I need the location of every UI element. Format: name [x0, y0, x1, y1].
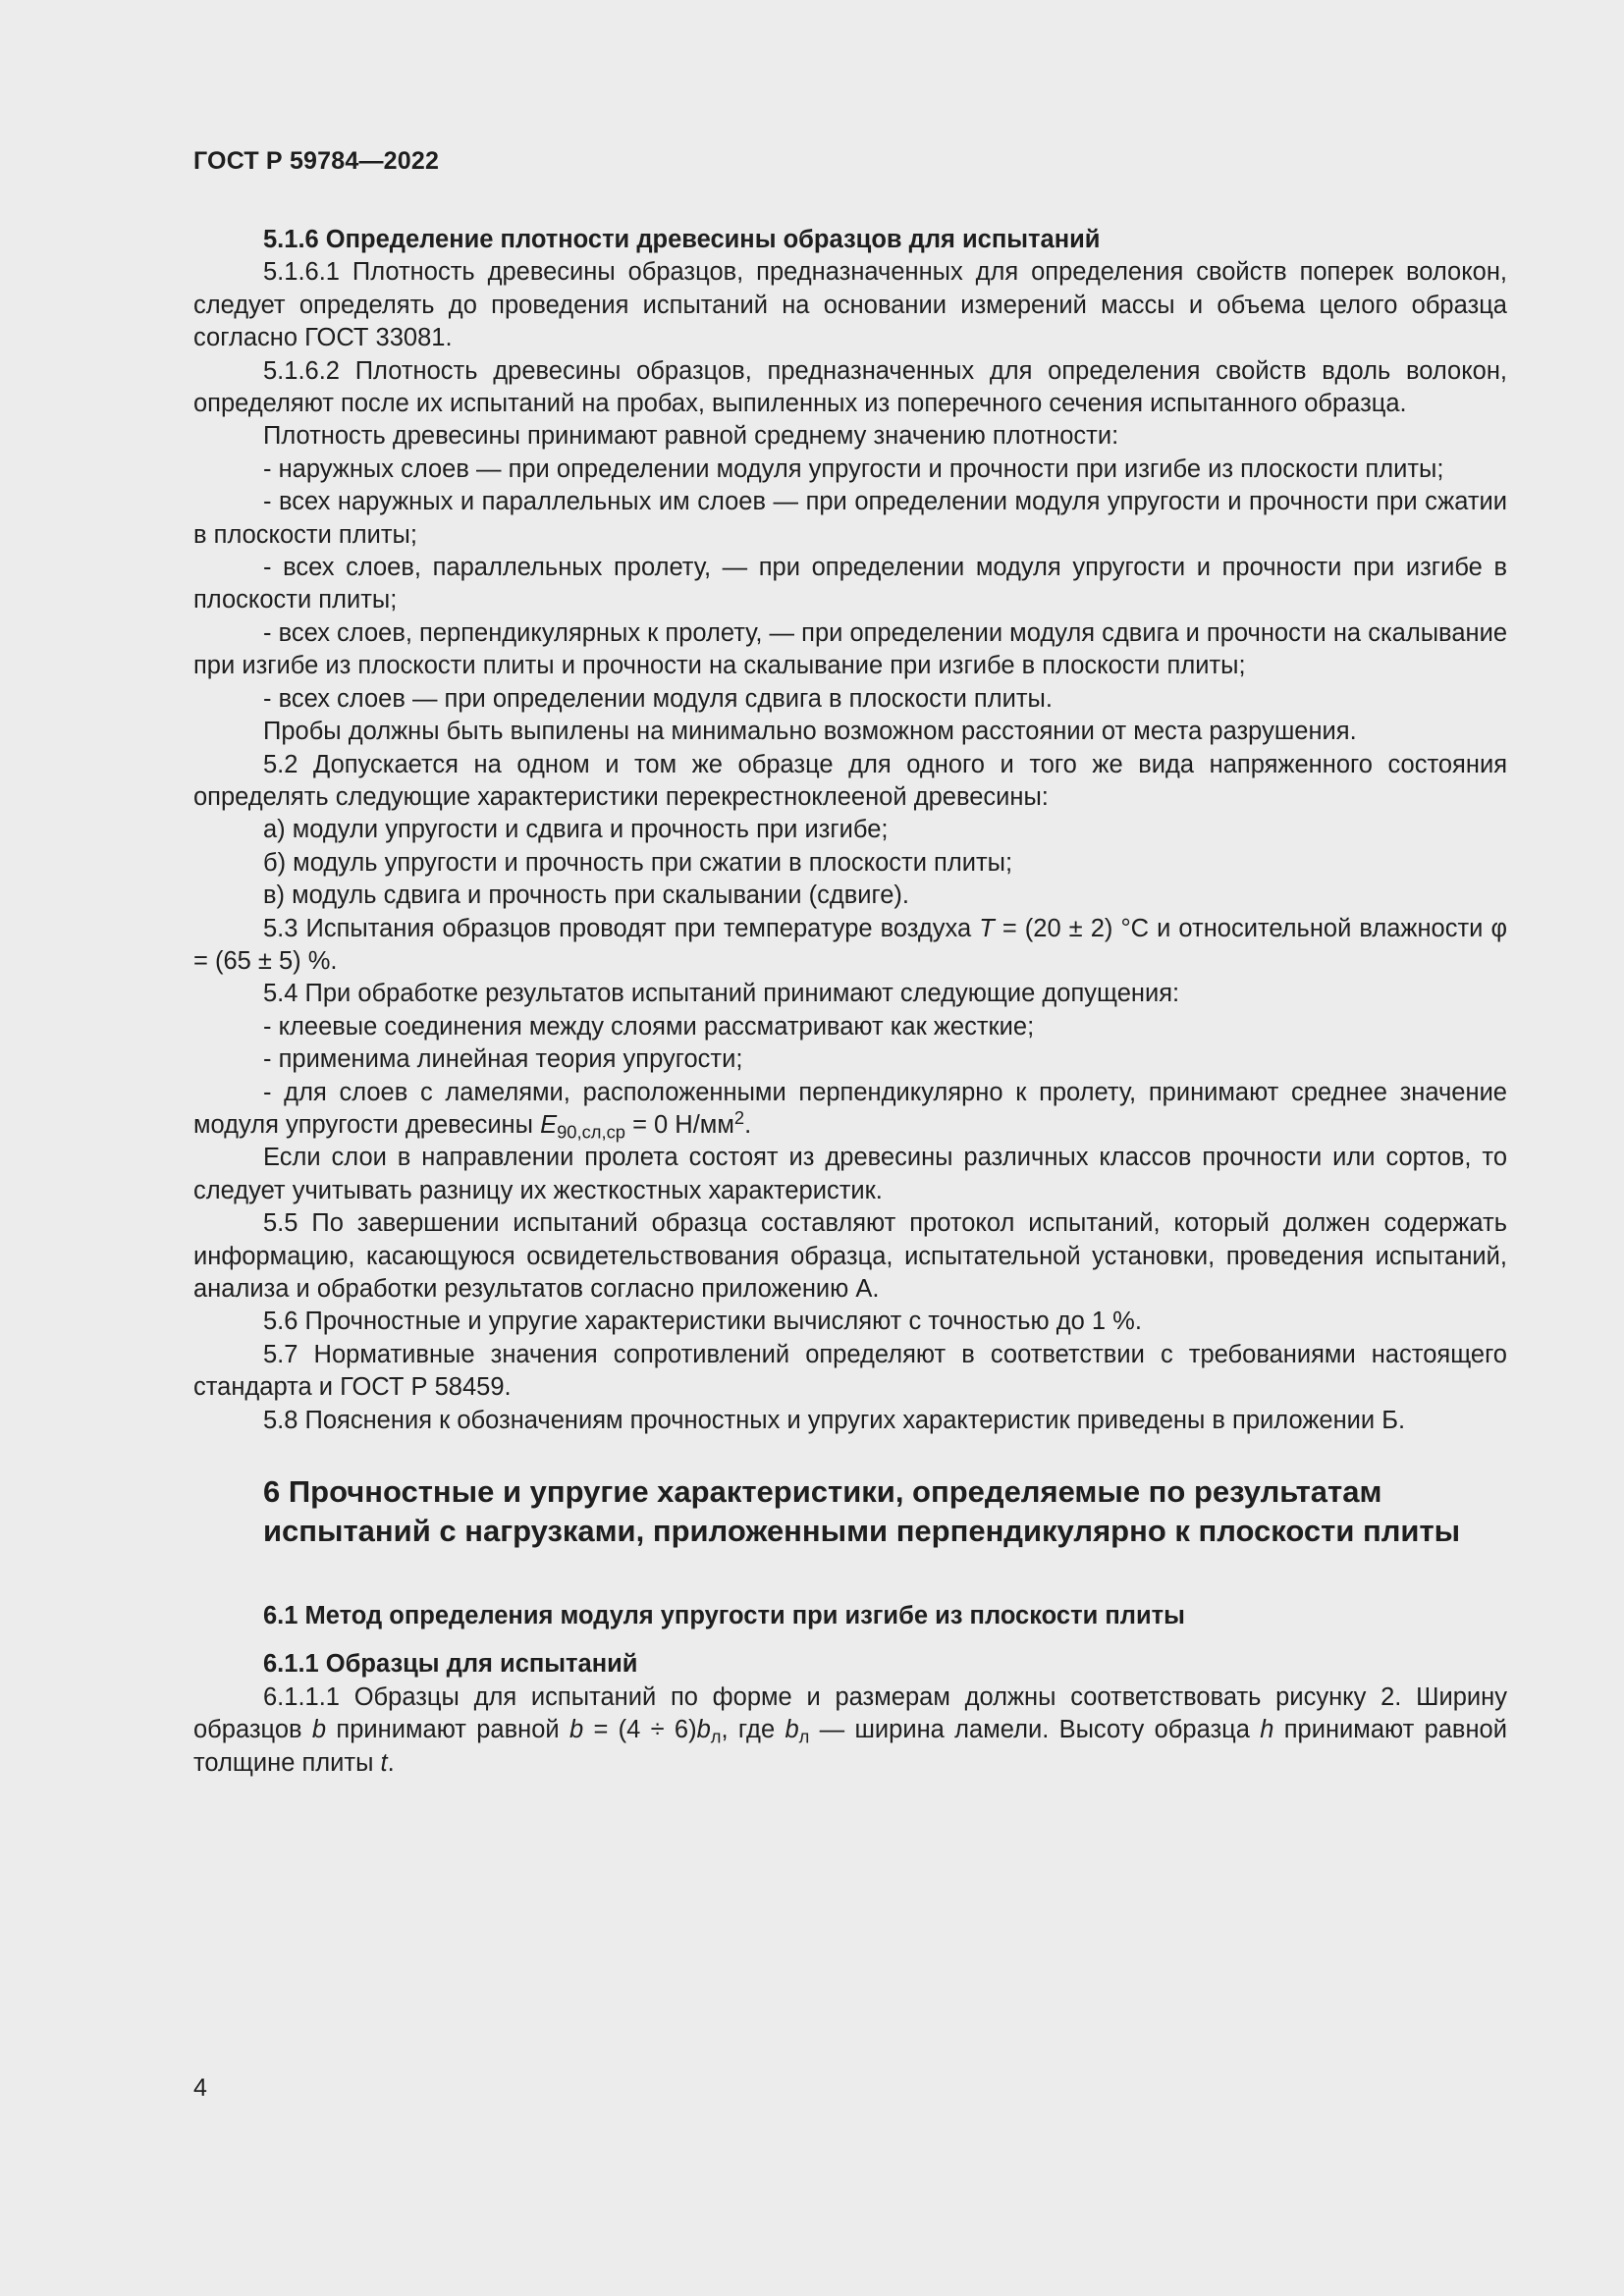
list-item-5-4-2: - применима линейная теория упругости;	[263, 1045, 743, 1074]
symbol-b: b	[696, 1716, 711, 1744]
symbol-E: E	[540, 1110, 558, 1139]
paragraph-6-1-1-1	[193, 1682, 1507, 1780]
text-fragment: = (20 ± 2) °С и относительной влажности φ = (65 ± 5) %.	[193, 914, 1507, 975]
symbol-h: h	[1260, 1716, 1274, 1744]
section-6-1-1-title: 6.1.1 Образцы для испытаний	[263, 1650, 638, 1679]
list-item-density-5: - всех слоев — при определении модуля сдвига в плоскости плиты.	[263, 684, 1053, 713]
text-fragment: - для слоев с ламелями, расположенными перпендикулярно к пролету, принимают среднее значение модуля упругости древесины	[193, 1078, 1507, 1139]
text-fragment: — ширина ламели. Высоту образца	[809, 1716, 1261, 1744]
document-header: ГОСТ Р 59784—2022	[193, 147, 440, 175]
symbol-b: b	[785, 1716, 799, 1744]
text-fragment: .	[387, 1748, 395, 1777]
text-fragment: принимают равной толщине плиты	[193, 1716, 1507, 1777]
section-5-1-6-title: 5.1.6 Определение плотности древесины образцов для испытаний	[263, 226, 1101, 253]
paragraph-5-7: 5.7 Нормативные значения сопротивлений определяют в соответствии с требованиями настоящего стандарта и ГОСТ Р 58459.	[193, 1340, 1507, 1402]
section-6-1-title: 6.1 Метод определения модуля упругости при изгибе из плоскости плиты	[263, 1602, 1185, 1630]
subscript: л	[798, 1726, 810, 1747]
list-item-density-3: - всех слоев, параллельных пролету, — при определении модуля упругости и прочности при изгибе в плоскости плиты;	[193, 554, 1507, 614]
document-body	[193, 224, 1507, 1780]
paragraph-5-3	[193, 913, 1507, 979]
paragraph-5-6: 5.6 Прочностные и упругие характеристики вычисляют с точностью до 1 %.	[263, 1308, 1142, 1336]
text-fragment: 5.3 Испытания образцов проводят при температуре воздуха	[263, 914, 980, 942]
text-fragment: = 0 Н/мм	[624, 1110, 734, 1139]
superscript: 2	[733, 1106, 745, 1128]
text-fragment: , где	[721, 1716, 785, 1744]
text-fragment: = (4 ÷ 6)	[583, 1716, 697, 1744]
symbol-b: b	[311, 1716, 327, 1744]
symbol-T: T	[979, 914, 995, 942]
list-item-density-4: - всех слоев, перпендикулярных к пролету, — при определении модуля сдвига и прочности на скалывание при изгибе из плоскости плиты и прочности на скалывание при изгибе в плоскости плиты;	[193, 618, 1508, 680]
symbol-b: b	[568, 1716, 584, 1744]
list-item-density-1: - наружных слоев — при определении модуля упругости и прочности при изгибе из плоскости плиты;	[263, 454, 1444, 483]
paragraph-5-1-6-2: 5.1.6.2 Плотность древесины образцов, предназначенных для определения свойств вдоль волокон, определяют после их испытаний на пробах, выпиленных из поперечного сечения испытанного образца.	[193, 356, 1507, 418]
list-item-5-4-3	[193, 1077, 1507, 1143]
paragraph-5-5: 5.5 По завершении испытаний образца составляют протокол испытаний, который должен содержать информацию, касающуюся освидетельствования образца, испытательной установки, проведения испытаний, анализа и обработки результатов согласно приложению А.	[193, 1209, 1507, 1303]
page-number: 4	[193, 2074, 207, 2102]
subscript: л	[710, 1726, 722, 1747]
list-item-5-4-1: - клеевые соединения между слоями рассматривают как жесткие;	[263, 1012, 1035, 1041]
subscript: 90,сл,ср	[557, 1121, 625, 1143]
list-item-density-2: - всех наружных и параллельных им слоев — при определении модуля упругости и прочности при сжатии в плоскости плиты;	[193, 488, 1507, 549]
paragraph-5-4-note: Если слои в направлении пролета состоят из древесины различных классов прочности или сортов, то следует учитывать разницу их жесткостных характеристик.	[193, 1144, 1507, 1204]
text-fragment: .	[744, 1110, 752, 1139]
paragraph-5-2: 5.2 Допускается на одном и том же образце для одного и того же вида напряженного состояния определять следующие характеристики перекрестноклееной древесины:	[193, 750, 1507, 811]
section-6-title: 6 Прочностные и упругие характеристики, определяемые по результатам испытаний с нагрузками, приложенными перпендикулярно к плоскости плиты	[263, 1474, 1461, 1549]
paragraph-density-intro: Плотность древесины принимают равной среднему значению плотности:	[263, 422, 1119, 451]
paragraph-5-4: 5.4 При обработке результатов испытаний принимают следующие допущения:	[263, 980, 1180, 1008]
text-fragment: принимают равной	[326, 1716, 569, 1744]
paragraph-5-8: 5.8 Пояснения к обозначениям прочностных и упругих характеристик приведены в приложении Б.	[263, 1406, 1406, 1434]
text-fragment: 6.1.1.1 Образцы для испытаний по форме и размерам должны соответствовать рисунку 2. Ширину образцов	[193, 1682, 1507, 1744]
list-item-5-2-b: б) модуль упругости и прочность при сжатии в плоскости плиты;	[263, 848, 1013, 877]
list-item-5-2-c: в) модуль сдвига и прочность при скалывании (сдвиге).	[263, 881, 909, 910]
symbol-t: t	[380, 1748, 388, 1777]
paragraph-5-1-6-1: 5.1.6.1 Плотность древесины образцов, предназначенных для определения свойств поперек волокон, следует определять до проведения испытаний на основании измерений массы и объема целого образца согласно ГОСТ 33081.	[193, 258, 1507, 352]
paragraph-samples: Пробы должны быть выпилены на минимально возможном расстоянии от места разрушения.	[263, 718, 1357, 746]
list-item-5-2-a: а) модули упругости и сдвига и прочность при изгибе;	[263, 816, 889, 844]
